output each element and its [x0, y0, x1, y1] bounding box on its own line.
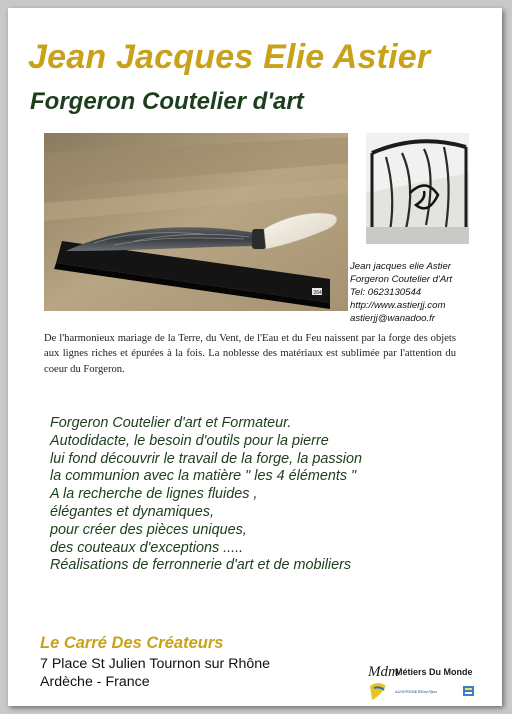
- story-line: Réalisations de ferronnerie d'art et de mobiliers: [50, 557, 352, 574]
- story-line: élégantes et dynamiques,: [50, 503, 215, 520]
- knife-photo: [44, 133, 348, 311]
- story-line: lui fond découvrir le travail de la forge, la passion: [50, 450, 362, 467]
- story-line: la communion avec la matière " les 4 éléments ": [50, 468, 357, 485]
- story-line: Forgeron Coutelier d'art et Formateur.: [50, 415, 292, 431]
- address-line: Ardèche - France: [40, 674, 150, 690]
- address-block: [40, 655, 270, 691]
- contact-phone: Tel: 0623130544: [350, 287, 422, 298]
- logo-region-1: AUVERGNE: [395, 689, 418, 694]
- place-title: Le Carré Des Créateurs: [40, 634, 224, 652]
- story-line: Autodidacte, le besoin d'outils pour la pierre: [50, 432, 329, 449]
- region-map-icon: [370, 683, 386, 700]
- region-flag-icon: [463, 686, 474, 696]
- metiers-du-monde-logo: [368, 656, 488, 706]
- story-line: pour créer des pièces uniques,: [50, 521, 247, 538]
- knife-tag-label: 264: [313, 290, 322, 296]
- logo-region-2: RhôneAlpes: [418, 689, 438, 694]
- intro-paragraph: De l'harmonieux mariage de la Terre, du Vent, de l'Eau et du Feu naissent par la forge des objets aux lignes riches et épurées à la fois. La noblesse des matériaux est sublimée par l'attention du coeur du Forgeron.: [44, 333, 456, 375]
- contact-block: [350, 260, 495, 325]
- page-subtitle: Forgeron Coutelier d'art: [30, 88, 304, 115]
- flyer-page: [8, 8, 502, 706]
- story-line: A la recherche de lignes fluides ,: [50, 486, 258, 503]
- logo-name: Métiers Du Monde: [395, 667, 473, 677]
- contact-website[interactable]: http://www.astierjj.com: [350, 300, 446, 311]
- logo-mdm-text: Mdm: [368, 664, 399, 680]
- ironwork-photo: [366, 133, 469, 244]
- contact-role: Forgeron Coutelier d'Art: [350, 274, 453, 285]
- story-line: des couteaux d'exceptions .....: [50, 539, 244, 556]
- page-title: Jean Jacques Elie Astier: [28, 38, 431, 76]
- address-line: 7 Place St Julien Tournon sur Rhône: [40, 656, 271, 672]
- contact-email[interactable]: astierjj@wanadoo.fr: [350, 313, 435, 324]
- story-block: [50, 415, 450, 575]
- contact-name: Jean jacques elie Astier: [350, 261, 451, 272]
